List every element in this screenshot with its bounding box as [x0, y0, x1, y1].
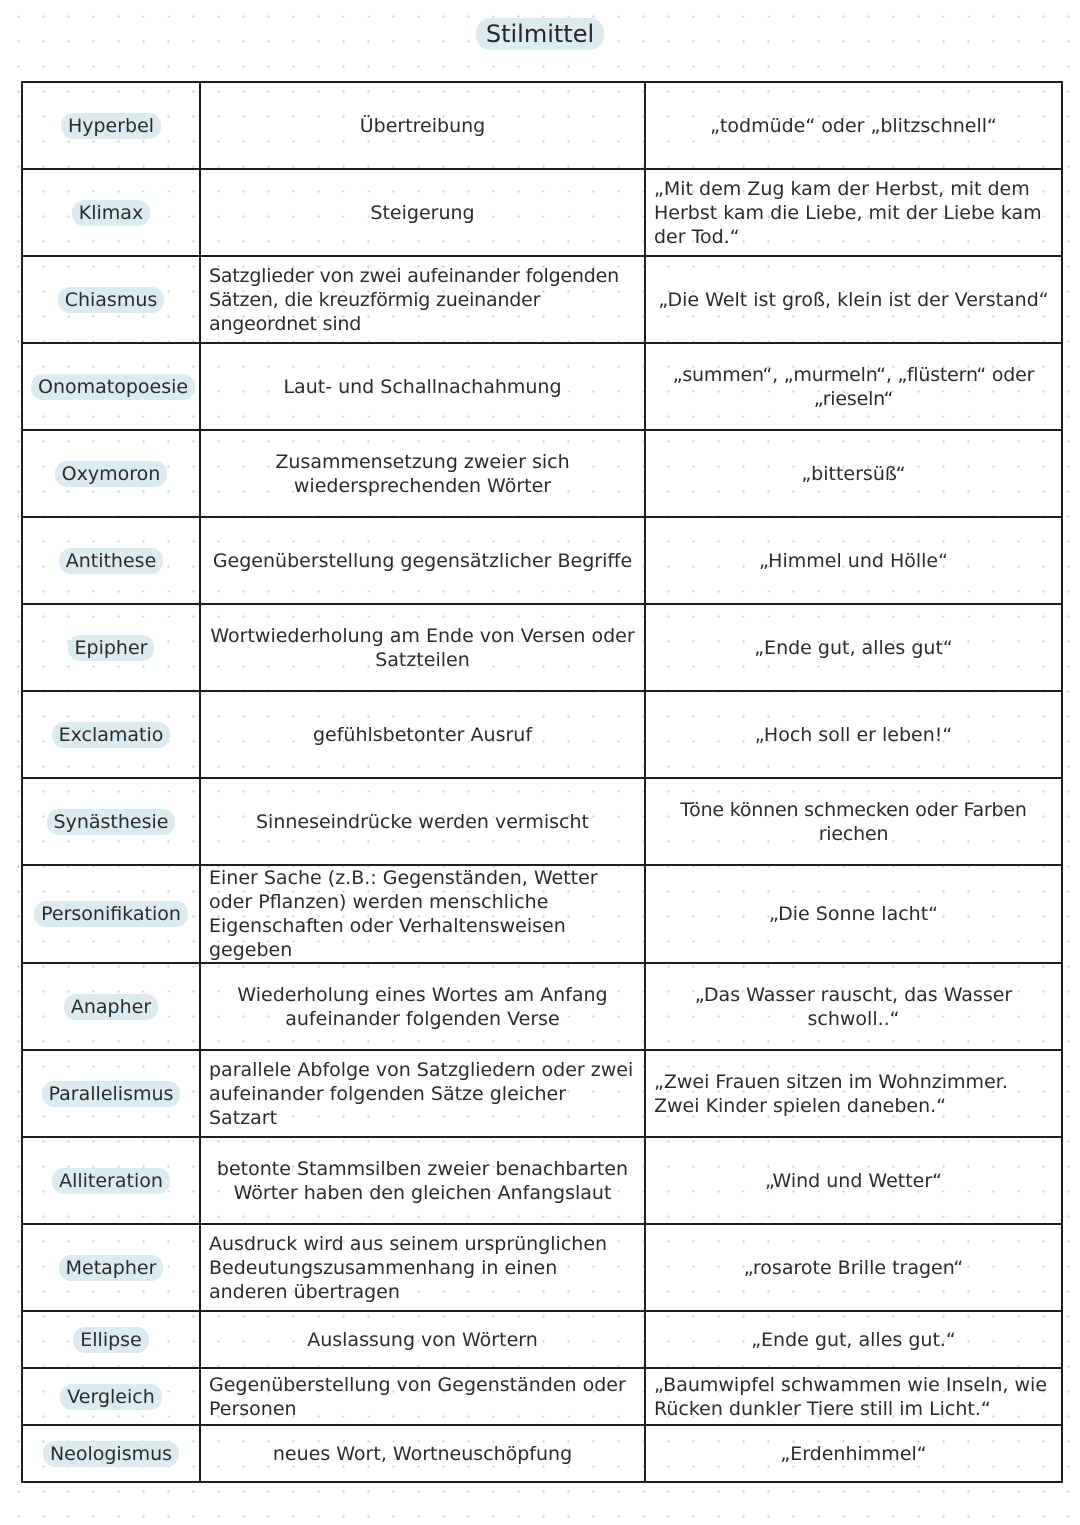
- term-cell: [22, 1050, 200, 1137]
- example-cell: „Wind und Wetter“: [645, 1137, 1062, 1224]
- title-wrap: [0, 18, 1080, 50]
- example-cell: „todmüde“ oder „blitzschnell“: [645, 82, 1062, 169]
- example-cell: „Ende gut, alles gut.“: [645, 1311, 1062, 1368]
- definition-cell: gefühlsbetonter Ausruf: [200, 691, 645, 778]
- definition-cell: Steigerung: [200, 169, 645, 256]
- term-cell: [22, 256, 200, 343]
- definition-cell: neues Wort, Wortneuschöpfung: [200, 1425, 645, 1482]
- term-cell: [22, 691, 200, 778]
- term-label: Oxymoron: [55, 461, 168, 487]
- table-row: [22, 1137, 1062, 1224]
- definition-cell: parallele Abfolge von Satzgliedern oder zwei aufeinander folgenden Sätze gleicher Satzart: [200, 1050, 645, 1137]
- definition-cell: Gegenüberstellung von Gegenständen oder Personen: [200, 1368, 645, 1425]
- example-cell: „Die Sonne lacht“: [645, 865, 1062, 963]
- example-cell: „Mit dem Zug kam der Herbst, mit dem Herbst kam die Liebe, mit der Liebe kam der Tod.“: [645, 169, 1062, 256]
- term-cell: [22, 517, 200, 604]
- term-label: Hyperbel: [61, 113, 161, 139]
- table-row: [22, 963, 1062, 1050]
- table-row: [22, 343, 1062, 430]
- term-cell: [22, 865, 200, 963]
- definition-cell: Laut- und Schallnachahmung: [200, 343, 645, 430]
- table-row: [22, 82, 1062, 169]
- term-label: Onomatopoesie: [31, 374, 195, 400]
- table-row: [22, 1368, 1062, 1425]
- example-cell: „Das Wasser rauscht, das Wasser schwoll..“: [645, 963, 1062, 1050]
- definition-cell: Gegenüberstellung gegensätzlicher Begriffe: [200, 517, 645, 604]
- definition-cell: Auslassung von Wörtern: [200, 1311, 645, 1368]
- definition-cell: Sinneseindrücke werden vermischt: [200, 778, 645, 865]
- term-cell: [22, 430, 200, 517]
- term-cell: [22, 1311, 200, 1368]
- stilmittel-table: [21, 81, 1063, 1483]
- example-cell: „rosarote Brille tragen“: [645, 1224, 1062, 1311]
- example-cell: „summen“, „murmeln“, „flüstern“ oder „rieseln“: [645, 343, 1062, 430]
- definition-cell: Wortwiederholung am Ende von Versen oder Satzteilen: [200, 604, 645, 691]
- table-row: [22, 1224, 1062, 1311]
- term-label: Epipher: [68, 635, 155, 661]
- example-cell: „Himmel und Hölle“: [645, 517, 1062, 604]
- table-row: [22, 1050, 1062, 1137]
- term-label: Chiasmus: [58, 287, 165, 313]
- term-cell: [22, 169, 200, 256]
- term-label: Alliteration: [52, 1168, 170, 1194]
- term-label: Anapher: [64, 994, 158, 1020]
- term-label: Parallelismus: [42, 1081, 181, 1107]
- definition-cell: Satzglieder von zwei aufeinander folgenden Sätzen, die kreuzförmig zueinander angeordnet sind: [200, 256, 645, 343]
- term-label: Neologismus: [43, 1441, 179, 1467]
- term-label: Metapher: [59, 1255, 164, 1281]
- example-cell: „Baumwipfel schwammen wie Inseln, wie Rücken dunkler Tiere still im Licht.“: [645, 1368, 1062, 1425]
- example-cell: „Die Welt ist groß, klein ist der Verstand“: [645, 256, 1062, 343]
- term-cell: [22, 963, 200, 1050]
- definition-cell: Zusammensetzung zweier sich wiedersprechenden Wörter: [200, 430, 645, 517]
- table-row: [22, 1311, 1062, 1368]
- table-row: [22, 778, 1062, 865]
- definition-cell: Wiederholung eines Wortes am Anfang aufeinander folgenden Verse: [200, 963, 645, 1050]
- term-cell: [22, 604, 200, 691]
- example-cell: „Ende gut, alles gut“: [645, 604, 1062, 691]
- term-cell: [22, 1425, 200, 1482]
- term-cell: [22, 1224, 200, 1311]
- term-cell: [22, 82, 200, 169]
- term-label: Synästhesie: [47, 809, 176, 835]
- page-title: Stilmittel: [476, 18, 604, 50]
- term-cell: [22, 1137, 200, 1224]
- table-row: [22, 865, 1062, 963]
- term-label: Exclamatio: [52, 722, 171, 748]
- table-row: [22, 256, 1062, 343]
- table-row: [22, 430, 1062, 517]
- term-label: Klimax: [72, 200, 150, 226]
- term-cell: [22, 778, 200, 865]
- table-row: [22, 1425, 1062, 1482]
- term-cell: [22, 343, 200, 430]
- term-label: Vergleich: [60, 1384, 162, 1410]
- definition-cell: Übertreibung: [200, 82, 645, 169]
- example-cell: „Erdenhimmel“: [645, 1425, 1062, 1482]
- definition-cell: Einer Sache (z.B.: Gegenständen, Wetter oder Pflanzen) werden menschliche Eigenschaften oder Verhaltensweisen gegeben: [200, 865, 645, 963]
- example-cell: „bittersüß“: [645, 430, 1062, 517]
- definition-cell: betonte Stammsilben zweier benachbarten Wörter haben den gleichen Anfangslaut: [200, 1137, 645, 1224]
- example-cell: Töne können schmecken oder Farben riechen: [645, 778, 1062, 865]
- term-label: Ellipse: [73, 1327, 149, 1353]
- table-row: [22, 517, 1062, 604]
- table-row: [22, 169, 1062, 256]
- example-cell: „Hoch soll er leben!“: [645, 691, 1062, 778]
- table-row: [22, 691, 1062, 778]
- term-cell: [22, 1368, 200, 1425]
- definition-cell: Ausdruck wird aus seinem ursprünglichen Bedeutungszusammenhang in einen anderen übertragen: [200, 1224, 645, 1311]
- term-label: Personifikation: [34, 901, 188, 927]
- example-cell: „Zwei Frauen sitzen im Wohnzimmer. Zwei Kinder spielen daneben.“: [645, 1050, 1062, 1137]
- term-label: Antithese: [59, 548, 164, 574]
- table-row: [22, 604, 1062, 691]
